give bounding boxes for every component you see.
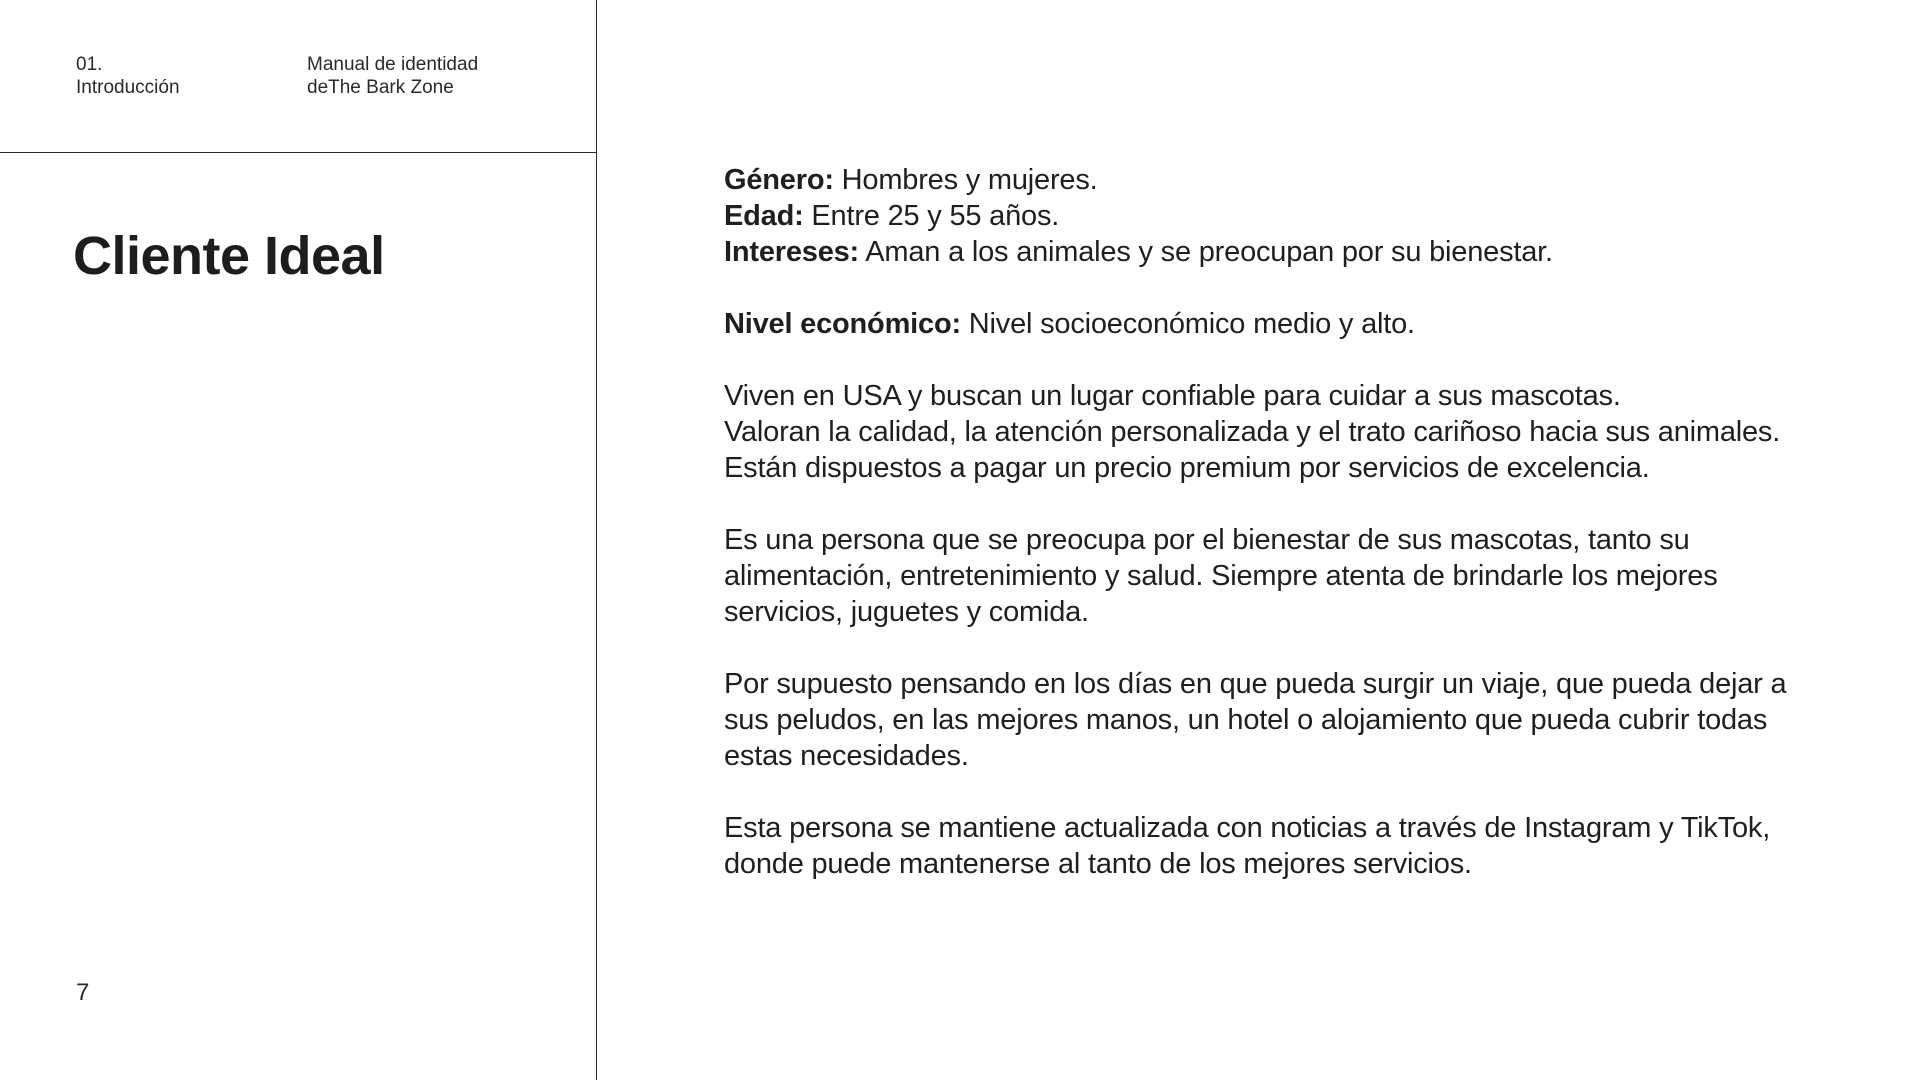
paragraph-line: Están dispuestos a pagar un precio premium por servicios de excelencia. <box>724 452 1650 484</box>
paragraph-line: Es una persona que se preocupa por el bienestar de sus mascotas, tanto su <box>724 524 1690 556</box>
page-title: Cliente Ideal <box>73 226 385 286</box>
paragraph-line: estas necesidades. <box>724 740 969 772</box>
paragraph-line: Esta persona se mantiene actualizada con noticias a través de Instagram y TikTok, <box>724 812 1771 844</box>
header-divider <box>0 152 597 153</box>
age-line <box>724 198 1864 234</box>
interests-line <box>724 234 1864 270</box>
paragraph-line: sus peludos, en las mejores manos, un hotel o alojamiento que pueda cubrir todas <box>724 704 1768 736</box>
paragraph-line: servicios, juguetes y comida. <box>724 596 1089 628</box>
page-number: 7 <box>76 979 90 1006</box>
economic-value: Nivel socioeconómico medio y alto. <box>960 308 1415 340</box>
left-panel <box>0 0 597 1080</box>
document-title <box>307 53 478 99</box>
gender-line <box>724 162 1864 198</box>
document-title-line-2: deThe Bark Zone <box>307 77 454 98</box>
paragraph-line: alimentación, entretenimiento y salud. Siempre atenta de brindarle los mejores <box>724 560 1718 592</box>
section-number: 01. <box>76 54 103 75</box>
paragraph-line: Valoran la calidad, la atención personalizada y el trato cariñoso hacia sus animales. <box>724 416 1781 448</box>
content-body <box>724 162 1864 882</box>
interests-label: Intereses: <box>724 236 860 268</box>
spacer <box>724 486 1864 522</box>
gender-label: Género: <box>724 164 834 196</box>
spacer <box>724 342 1864 378</box>
economic-label: Nivel económico: <box>724 308 961 340</box>
spacer <box>724 630 1864 666</box>
paragraph-line: donde puede mantenerse al tanto de los mejores servicios. <box>724 848 1472 880</box>
paragraph-line: Viven en USA y buscan un lugar confiable para cuidar a sus mascotas. <box>724 380 1621 412</box>
gender-value: Hombres y mujeres. <box>833 164 1098 196</box>
age-value: Entre 25 y 55 años. <box>803 200 1060 232</box>
spacer <box>724 270 1864 306</box>
document-title-line-1: Manual de identidad <box>307 54 479 75</box>
age-label: Edad: <box>724 200 804 232</box>
spacer <box>724 774 1864 810</box>
interests-value: Aman a los animales y se preocupan por su bienestar. <box>859 236 1553 268</box>
section-indicator <box>76 53 180 99</box>
section-name: Introducción <box>76 77 180 98</box>
economic-line <box>724 306 1864 342</box>
paragraph-line: Por supuesto pensando en los días en que pueda surgir un viaje, que pueda dejar a <box>724 668 1787 700</box>
